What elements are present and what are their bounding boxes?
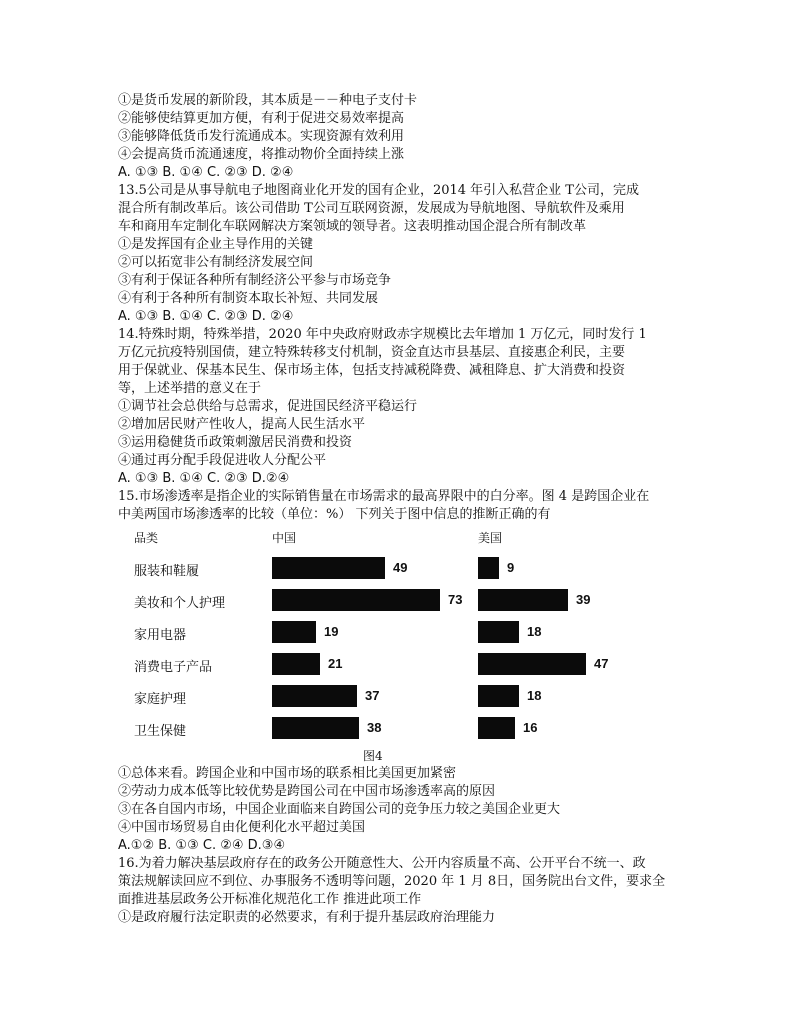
chart-bar-usa xyxy=(478,557,499,579)
chart-value-label: 49 xyxy=(393,560,408,575)
q15-option-4: ④中国市场贸易自由化便利化水平超过美国 xyxy=(118,820,366,835)
q14-stem-4: 等，上述举措的意义在于 xyxy=(118,381,262,396)
q13-stem-1: 13.5公司是从事导航电子地图商业化开发的国有企业，2014 年引入私营企业 T公司，完成 xyxy=(118,183,639,198)
chart-value-label: 19 xyxy=(324,624,339,639)
q15-option-1: ①总体来看。跨国企业和中国市场的联系相比美国更加紧密 xyxy=(118,766,457,781)
q15-stem-1: 15.市场渗透率是指企业的实际销售量在市场需求的最高界限中的白分率。图 4 是跨国企业在 xyxy=(118,489,650,504)
chart-value-label: 18 xyxy=(527,624,542,639)
q14-option-3: ③运用稳健货币政策刺激居民消费和投资 xyxy=(118,435,353,450)
q13-stem-2: 混合所有制改革后。该公司借助 T公司互联网资源，发展成为导航地图、导航软件及乘用 xyxy=(118,201,625,216)
q14-stem-2: 万亿元抗疫特别国债，建立特殊转移支付机制，资金直达市县基层、直接惠企利民，主要 xyxy=(118,345,626,360)
chart-bar-usa xyxy=(478,621,519,643)
chart-value-label: 21 xyxy=(328,656,343,671)
chart-value-label: 47 xyxy=(594,656,609,671)
q13-stem-3: 车和商用车定制化车联网解决方案领域的领导者。这表明推动国企混合所有制改革 xyxy=(118,219,587,234)
chart-value-label: 9 xyxy=(507,560,515,575)
chart-bar-china xyxy=(272,589,440,611)
chart-bar-usa xyxy=(478,717,515,739)
q12-option-3: ③能够降低货币发行流通成本。实现资源有效利用 xyxy=(118,129,405,144)
q15-option-3: ③在各自国内市场，中国企业面临来自跨国公司的竞争压力较之美国企业更大 xyxy=(118,802,561,817)
q13-option-4: ④有利于各种所有制资本取长补短、共同发展 xyxy=(118,291,379,306)
q13-option-3: ③有利于保证各种所有制经济公平参与市场竞争 xyxy=(118,273,392,288)
chart-value-label: 16 xyxy=(523,720,538,735)
chart-header-china: 中国 xyxy=(272,531,297,545)
q12-option-4: ④会提高货币流通速度，将推动物价全面持续上涨 xyxy=(118,147,405,162)
chart-category-label: 卫生保健 xyxy=(134,724,187,739)
chart-value-label: 38 xyxy=(367,720,382,735)
chart-bar-china xyxy=(272,653,320,675)
q16-option-1: ①是政府履行法定职责的必然要求，有利于提升基层政府治理能力 xyxy=(118,910,496,925)
chart-value-label: 73 xyxy=(448,592,463,607)
chart-category-label: 家庭护理 xyxy=(134,692,187,707)
chart-header-category: 品类 xyxy=(134,531,159,545)
chart-bar-usa xyxy=(478,685,519,707)
q12-option-1: ①是货币发展的新阶段，其本质是－－种电子支付卡 xyxy=(118,93,418,108)
q14-option-4: ④通过再分配手段促进收人分配公平 xyxy=(118,453,327,468)
q13-option-2: ②可以拓宽非公有制经济发展空间 xyxy=(118,255,314,270)
chart-value-label: 18 xyxy=(527,688,542,703)
chart-value-label: 39 xyxy=(576,592,591,607)
chart-bar-usa xyxy=(478,589,568,611)
chart-bar-china xyxy=(272,685,357,707)
q16-stem-3: 面推进基层政务公开标准化规范化工作 推进此项工作 xyxy=(118,892,422,907)
q13-option-1: ①是发挥国有企业主导作用的关键 xyxy=(118,237,314,252)
chart-category-label: 消费电子产品 xyxy=(134,660,213,675)
q14-option-1: ①调节社会总供给与总需求，促进国民经济平稳运行 xyxy=(118,399,418,414)
q14-stem-3: 用于保就业、保基本民生、保市场主体，包括支持减税降费、减租降息、扩大消费和投资 xyxy=(118,363,626,378)
q14-option-2: ②增加居民财产性收人，提高人民生活水平 xyxy=(118,417,366,432)
q14-answers: A. ①③ B. ①④ C. ②③ D.②④ xyxy=(118,471,290,486)
q14-stem-1: 14.特殊时期，特殊举措，2020 年中央政府财政赤字规模比去年增加 1 万亿元，同时发行 1 xyxy=(118,327,647,342)
chart-category-label: 美妆和个人护理 xyxy=(134,596,226,611)
chart-value-label: 37 xyxy=(365,688,380,703)
chart-category-label: 服装和鞋履 xyxy=(134,564,200,579)
q15-stem-2: 中美两国市场渗透率的比较（单位：%） 下列关于图中信息的推断正确的有 xyxy=(118,507,551,522)
q16-stem-1: 16.为着力解决基层政府存在的政务公开随意性大、公开内容质量不高、公开平台不统一、政 xyxy=(118,856,646,871)
chart-category-label: 家用电器 xyxy=(134,628,187,643)
q12-answers: A. ①③ B. ①④ C. ②③ D. ②④ xyxy=(118,165,294,180)
chart-header-usa: 美国 xyxy=(478,531,503,545)
q16-stem-2: 策法规解读回应不到位、办事服务不透明等问题，2020 年 1 月 8日，国务院出台文件，要求全 xyxy=(118,874,666,889)
chart-bar-china xyxy=(272,717,359,739)
q12-option-2: ②能够使结算更加方便，有利于促进交易效率提高 xyxy=(118,111,405,126)
chart-bar-china xyxy=(272,557,385,579)
q15-option-2: ②劳动力成本低等比较优势是跨国公司在中国市场渗透率高的原因 xyxy=(118,784,496,799)
q15-answers: A.①② B. ①③ C. ②④ D.③④ xyxy=(118,838,286,853)
chart-bar-china xyxy=(272,621,316,643)
figure-caption: 图4 xyxy=(363,749,383,763)
q13-answers: A. ①③ B. ①④ C. ②③ D. ②④ xyxy=(118,309,294,324)
chart-bar-usa xyxy=(478,653,586,675)
